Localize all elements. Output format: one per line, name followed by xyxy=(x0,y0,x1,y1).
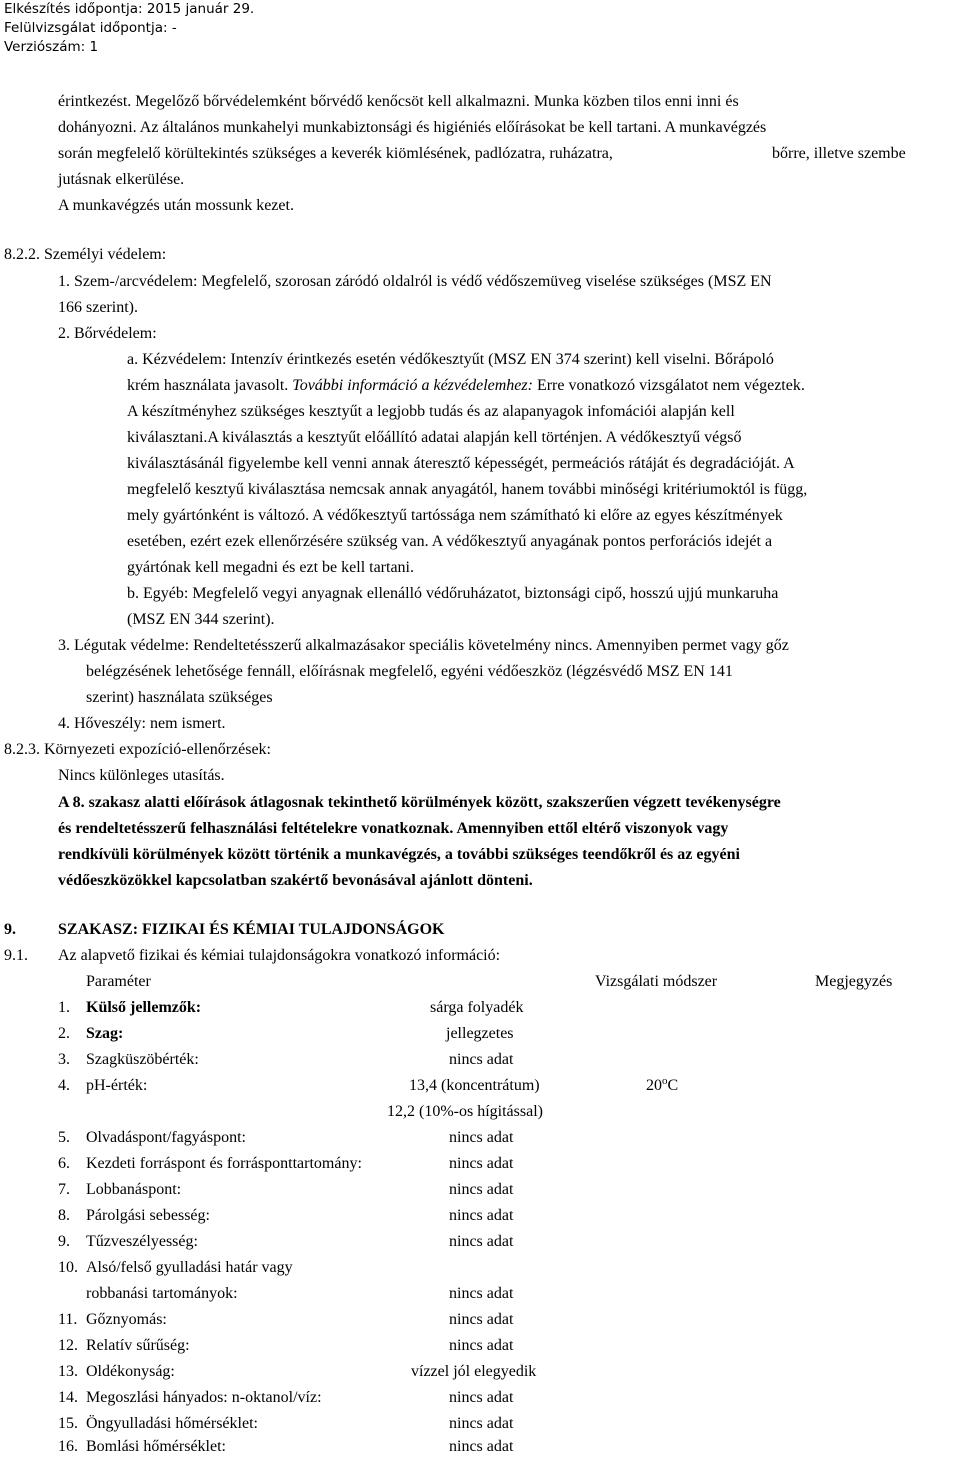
row-value: nincs adat xyxy=(449,1389,514,1406)
hand-protection-text: kiválasztásánál figyelembe kell venni annak áteresztő képességét, permeációs rátáját és degradációját. A xyxy=(127,455,795,472)
row-number: 5. xyxy=(58,1129,70,1146)
row-number: 4. xyxy=(58,1077,70,1094)
row-number: 12. xyxy=(58,1337,78,1354)
hand-protection-text: mely gyártónként is változó. A védőkesztyű tartóssága nem számítható ki előre az egyes készítmények xyxy=(127,507,783,524)
row-number: 13. xyxy=(58,1363,78,1380)
bold-notice: védőeszközökkel kapcsolatban szakértő bevonásával ajánlott dönteni. xyxy=(58,872,533,889)
row-value: 13,4 (koncentrátum) xyxy=(409,1077,540,1094)
other-protection-text: (MSZ EN 344 szerint). xyxy=(127,611,275,628)
section-9-number: 9. xyxy=(4,921,16,938)
row-number: 3. xyxy=(58,1051,70,1068)
hand-protection-text: krém használata javasolt. xyxy=(127,377,289,394)
row-label: Külső jellemzők: xyxy=(86,999,202,1016)
skin-protection-heading: 2. Bőrvédelem: xyxy=(58,325,157,342)
row-label: Relatív sűrűség: xyxy=(86,1337,190,1354)
respiratory-protection-text: belégzésének lehetősége fennáll, előírásnak megfelelő, egyéni védőeszköz (légzésvédő MSZ EN 141 xyxy=(86,663,733,680)
row-label: Szag: xyxy=(86,1025,124,1042)
row-label: Oldékonyság: xyxy=(86,1363,175,1380)
intro-line: bőrre, illetve szembe xyxy=(772,145,906,162)
row-number: 16. xyxy=(58,1438,78,1455)
hand-protection-text: kiválasztani.A kiválasztás a kesztyűt előállító adatai alapján kell történjen. A védőkesztyű végső xyxy=(127,429,742,446)
row-value: nincs adat xyxy=(449,1051,514,1068)
section-heading-823: 8.2.3. Környezeti expozíció-ellenőrzések: xyxy=(4,741,271,758)
hand-protection-text: esetében, ezért ezek ellenőrzésére szükség van. A védőkesztyű anyagának pontos perforációs idejét a xyxy=(127,533,773,550)
section-heading-822: 8.2.2. Személyi védelem: xyxy=(4,246,167,263)
row-label: Alsó/felső gyulladási határ vagy xyxy=(86,1259,293,1276)
hand-protection-text xyxy=(127,376,805,396)
row-label: Tűzveszélyesség: xyxy=(86,1233,198,1250)
degree-symbol: o xyxy=(662,1075,668,1087)
column-header-method: Vizsgálati módszer xyxy=(595,973,718,990)
row-label: pH-érték: xyxy=(86,1077,148,1094)
bold-notice: rendkívüli körülmények között történik a munkavégzés, a további szükséges teendőkről és az egyéni xyxy=(58,846,740,863)
row-label: Párolgási sebesség: xyxy=(86,1207,210,1224)
row-label: Kezdeti forráspont és forrásponttartomány: xyxy=(86,1155,362,1172)
row-number: 7. xyxy=(58,1181,70,1198)
hand-protection-text: Erre vonatkozó vizsgálatot nem végeztek. xyxy=(536,377,805,394)
hand-protection-text: gyártónak kell megadni és ezt be kell tartani. xyxy=(127,559,414,576)
row-value: nincs adat xyxy=(449,1285,514,1302)
row-label: Bomlási hőmérséklet: xyxy=(86,1438,226,1455)
row-label: Gőznyomás: xyxy=(86,1311,167,1328)
section-91-title: Az alapvető fizikai és kémiai tulajdonságokra vonatkozó információ: xyxy=(58,947,501,964)
row-value: sárga folyadék xyxy=(430,999,524,1016)
intro-line: A munkavégzés után mossunk kezet. xyxy=(58,197,294,214)
row-value: vízzel jól elegyedik xyxy=(411,1363,537,1380)
intro-line: érintkezést. Megelőző bőrvédelemként bőrvédő kenőcsöt kell alkalmazni. Munka közben tilos enni inni és xyxy=(58,93,739,110)
row-label: robbanási tartományok: xyxy=(86,1285,238,1302)
row-value: nincs adat xyxy=(449,1181,514,1198)
row-value: jellegzetes xyxy=(446,1025,514,1042)
column-header-note: Megjegyzés xyxy=(815,973,893,990)
row-number: 14. xyxy=(58,1389,78,1406)
row-number: 15. xyxy=(58,1415,78,1432)
version-number: Verziószám: 1 xyxy=(4,39,99,55)
intro-line: jutásnak elkerülése. xyxy=(58,171,185,188)
row-method-unit: C xyxy=(667,1077,679,1094)
row-value: nincs adat xyxy=(449,1233,514,1250)
review-date: Felülvizsgálat időpontja: - xyxy=(4,20,177,36)
row-value: 12,2 (10%-os hígitással) xyxy=(387,1103,543,1120)
row-value: nincs adat xyxy=(449,1155,514,1172)
row-label: Szagküszöbérték: xyxy=(86,1051,199,1068)
bold-notice: és rendeltetésszerű felhasználási feltételekre vonatkoznak. Amennyiben ettől eltérő viszonyok vagy xyxy=(58,820,729,837)
intro-line: dohányozni. Az általános munkahelyi munkabiztonsági és higiéniés előírásokat be kell tartani. A munkavégzés xyxy=(58,119,767,136)
hand-protection-text: A készítményhez szükséges kesztyűt a legjobb tudás és az alapanyagok infomációi alapján kell xyxy=(127,403,735,420)
row-value: nincs adat xyxy=(449,1415,514,1432)
row-number: 9. xyxy=(58,1233,70,1250)
row-value: nincs adat xyxy=(449,1207,514,1224)
row-label: Megoszlási hányados: n-oktanol/víz: xyxy=(86,1389,322,1406)
row-number: 11. xyxy=(58,1311,78,1328)
row-value: nincs adat xyxy=(449,1438,514,1455)
bold-notice: A 8. szakasz alatti előírások átlagosnak tekinthető körülmények között, szakszerűen végzett tevékenységre xyxy=(58,794,781,811)
hand-protection-info-label: További információ a kézvédelemhez: xyxy=(292,377,533,394)
section-91-number: 9.1. xyxy=(4,947,28,964)
column-header-parameter: Paraméter xyxy=(86,973,151,990)
row-value: nincs adat xyxy=(449,1311,514,1328)
row-label: Lobbanáspont: xyxy=(86,1181,182,1198)
row-label: Olvadáspont/fagyáspont: xyxy=(86,1129,246,1146)
row-method xyxy=(646,1076,678,1097)
section-9-title: SZAKASZ: FIZIKAI ÉS KÉMIAI TULAJDONSÁGOK xyxy=(58,921,445,938)
row-number: 6. xyxy=(58,1155,70,1172)
thermal-hazard-text: 4. Hőveszély: nem ismert. xyxy=(58,715,226,732)
environmental-text: Nincs különleges utasítás. xyxy=(58,767,225,784)
row-number: 10. xyxy=(58,1259,78,1276)
eye-protection-text: 1. Szem-/arcvédelem: Megfelelő, szorosan záródó oldalról is védő védőszemüveg viselése szükséges (MSZ EN xyxy=(58,273,772,290)
eye-protection-text: 166 szerint). xyxy=(58,299,138,316)
row-number: 8. xyxy=(58,1207,70,1224)
row-method-value: 20 xyxy=(646,1077,662,1094)
row-number: 2. xyxy=(58,1025,70,1042)
other-protection-text: b. Egyéb: Megfelelő vegyi anyagnak ellenálló védőruházatot, biztonsági cipő, hosszú ujjú munkaruha xyxy=(127,585,779,602)
row-label: Öngyulladási hőmérséklet: xyxy=(86,1415,258,1432)
row-value: nincs adat xyxy=(449,1129,514,1146)
row-number: 1. xyxy=(58,999,70,1016)
created-date: Elkészítés időpontja: 2015 január 29. xyxy=(4,1,255,17)
hand-protection-text: megfelelő kesztyű kiválasztása nemcsak annak anyagától, hanem további minőségi kritériumoktól is függ, xyxy=(127,481,808,498)
hand-protection-text: a. Kézvédelem: Intenzív érintkezés esetén védőkesztyűt (MSZ EN 374 szerint) kell viselni. Bőrápoló xyxy=(127,351,774,368)
respiratory-protection-text: 3. Légutak védelme: Rendeltetésszerű alkalmazásakor speciális követelmény nincs. Amennyiben permet vagy gőz xyxy=(58,637,789,654)
intro-line: során megfelelő körültekintés szükséges a keverék kiömlésének, padlózatra, ruházatra, xyxy=(58,145,613,162)
row-value: nincs adat xyxy=(449,1337,514,1354)
respiratory-protection-text: szerint) használata szükséges xyxy=(86,689,273,706)
